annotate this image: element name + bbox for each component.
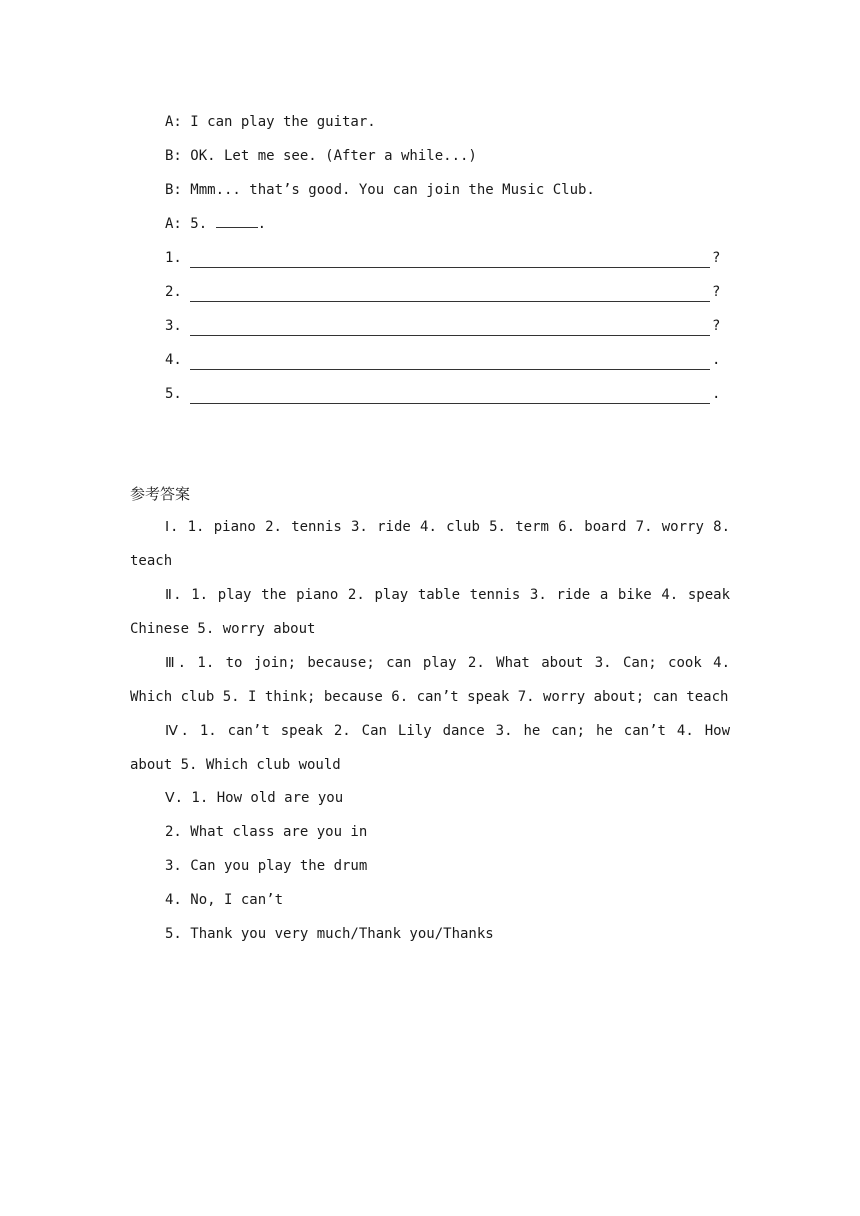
blank-number: 1.: [165, 250, 182, 266]
answers-section-3: Ⅲ. 1. to join; because; can play 2. What about 3. Can; cook 4. Which club 5. I think; because 6. can’t speak 7. worry about; can teach: [130, 655, 730, 705]
answers-section-5-line-1: Ⅴ. 1. How old are you: [165, 790, 344, 806]
blank-write-line[interactable]: [190, 287, 710, 302]
dialog-answer-blank[interactable]: [216, 215, 258, 228]
dialog-line-1: A: I can play the guitar.: [165, 114, 376, 130]
answers-section-2: Ⅱ. 1. play the piano 2. play table tennis 3. ride a bike 4. speak Chinese 5. worry about: [130, 587, 730, 637]
answers-section-5-line-2: 2. What class are you in: [165, 824, 368, 840]
blank-end-mark: .: [712, 386, 721, 402]
dialog-line-2: B: OK. Let me see. (After a while...): [165, 148, 477, 164]
answers-section-5-line-5: 5. Thank you very much/Thank you/Thanks: [165, 926, 494, 942]
dialog-line-4: [165, 214, 266, 234]
blank-write-line[interactable]: [190, 321, 710, 336]
answer-blank-row-5: [165, 384, 725, 404]
answers-heading: 参考答案: [130, 485, 191, 503]
blank-end-mark: ?: [712, 318, 721, 334]
blank-end-mark: .: [712, 352, 721, 368]
dialog-blank-prefix: A: 5.: [165, 216, 216, 232]
answer-blank-row-1: [165, 248, 725, 268]
answers-section-5-line-3: 3. Can you play the drum: [165, 858, 368, 874]
answer-blank-row-3: [165, 316, 725, 336]
blank-end-mark: ?: [712, 284, 721, 300]
answers-section-1: Ⅰ. 1. piano 2. tennis 3. ride 4. club 5. term 6. board 7. worry 8. teach: [130, 519, 730, 569]
blank-number: 2.: [165, 284, 182, 300]
answer-blank-row-2: [165, 282, 725, 302]
dialog-line-3: B: Mmm... that’s good. You can join the Music Club.: [165, 182, 595, 198]
blank-number: 5.: [165, 386, 182, 402]
blank-write-line[interactable]: [190, 253, 710, 268]
answers-section-4: Ⅳ. 1. can’t speak 2. Can Lily dance 3. he can; he can’t 4. How about 5. Which club would: [130, 723, 730, 773]
blank-end-mark: ?: [712, 250, 721, 266]
answers-section-5-line-4: 4. No, I can’t: [165, 892, 284, 908]
dialog-blank-suffix: .: [257, 216, 267, 232]
blank-number: 3.: [165, 318, 182, 334]
blank-number: 4.: [165, 352, 182, 368]
blank-write-line[interactable]: [190, 389, 710, 404]
blank-write-line[interactable]: [190, 355, 710, 370]
answer-blank-row-4: [165, 350, 725, 370]
